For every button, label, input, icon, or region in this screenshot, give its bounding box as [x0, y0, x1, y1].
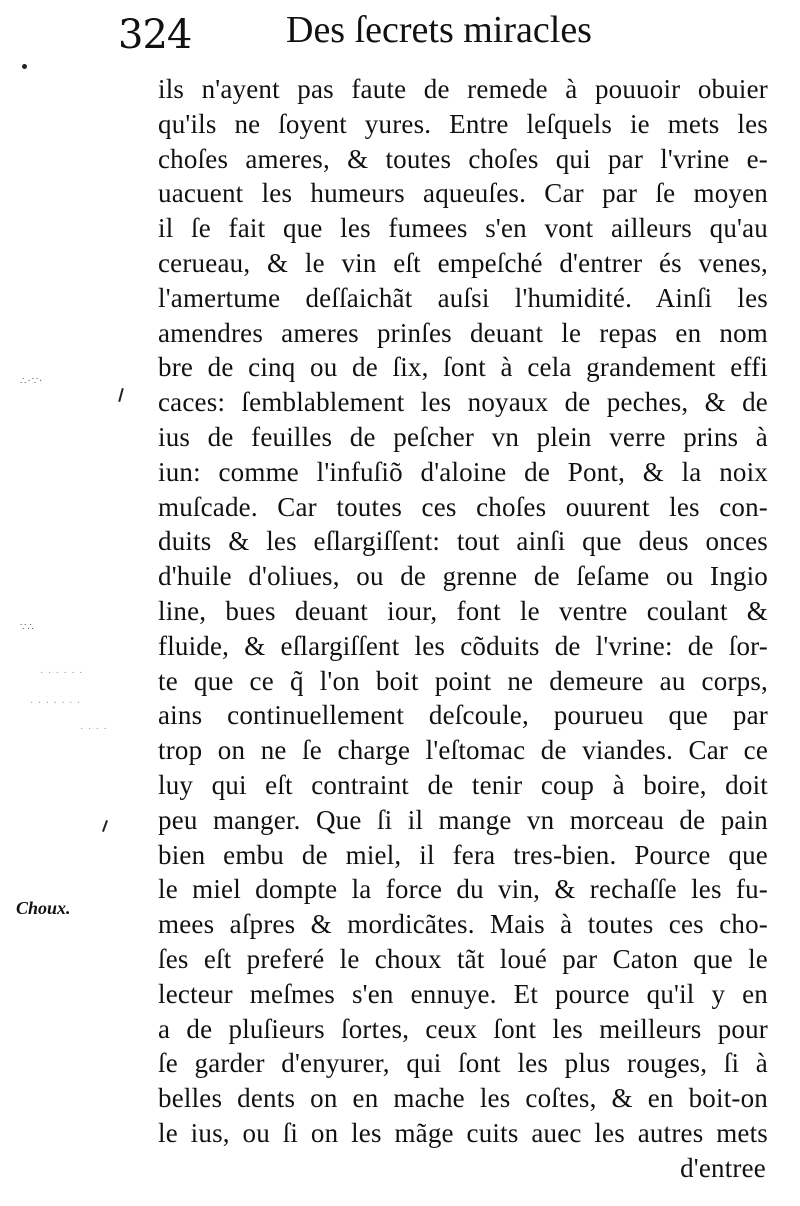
text-line: ſe garder d'enyurer, qui ſont les plus rouges, ſi à	[158, 1048, 768, 1079]
catchword: d'entree	[680, 1152, 766, 1183]
ink-speck	[22, 64, 27, 69]
text-line: trop on ne ſe charge l'eſtomac de viandes. Car ce	[158, 735, 768, 766]
text-line: line, bues deuant iour, font le ventre coulant &	[158, 595, 768, 626]
text-line: fluide, & eſlargiſſent les cõduits de l'vrine: de ſor-	[158, 630, 768, 661]
bleed-through-mark: · · · ·	[80, 724, 108, 735]
text-line: mees aſpres & mordicãtes. Mais à toutes ces cho-	[158, 909, 768, 940]
ink-speck	[118, 388, 124, 402]
ink-speck	[102, 820, 108, 832]
text-line: belles dents on en mache les coſtes, & en boit-on	[158, 1083, 768, 1114]
bleed-through-mark: · · · · · ·	[40, 668, 84, 679]
text-line: ius de feuilles de peſcher vn plein verre prins à	[158, 421, 768, 452]
text-line: muſcade. Car toutes ces choſes ouurent les con-	[158, 491, 768, 522]
text-line: iun: comme l'infuſiõ d'aloine de Pont, & la noix	[158, 456, 768, 487]
text-line: uacuent les humeurs aqueuſes. Car par ſe moyen	[158, 178, 768, 209]
bleed-through-mark: · · · · · · ·	[30, 698, 82, 709]
page-number: 324	[118, 12, 192, 58]
text-line: luy qui eſt contraint de tenir coup à boire, doit	[158, 769, 768, 800]
margin-note: Choux.	[16, 898, 71, 918]
text-line: cerueau, & le vin eſt empeſché d'entrer és venes,	[158, 247, 768, 278]
text-line: bien embu de miel, il fera tres-bien. Pource que	[158, 839, 768, 870]
text-line: te que ce q̃ l'on boit point ne demeure au corps,	[158, 665, 768, 696]
text-line: duits & les eſlargiſſent: tout ainſi que deus onces	[158, 526, 768, 557]
text-line: bre de cinq ou de ſix, ſont à cela grandement effi	[158, 352, 768, 383]
text-line: d'huile d'oliues, ou de grenne de ſeſame ou Ingio	[158, 561, 768, 592]
text-line: a de pluſieurs ſortes, ceux ſont les meilleurs pour	[158, 1013, 768, 1044]
page-header	[118, 8, 678, 68]
text-line: lecteur meſmes s'en ennuye. Et pource qu'il y en	[158, 978, 768, 1009]
body-text	[158, 72, 768, 1186]
text-line: qu'ils ne ſoyent yures. Entre leſquels ie mets les	[158, 108, 768, 139]
text-line: amendres ameres prinſes deuant le repas en nom	[158, 317, 768, 348]
text-line: l'amertume deſſaichãt auſsi l'humidité. Ainſi les	[158, 282, 768, 313]
text-line: ains continuellement deſcoule, pourueu que par	[158, 700, 768, 731]
text-line: caces: ſemblablement les noyaux de peches, & de	[158, 387, 768, 418]
bleed-through-mark: ∵∴	[20, 622, 35, 633]
text-line: le ius, ou ſi on les mãge cuits auec les autres mets	[158, 1117, 768, 1148]
text-line: il ſe fait que les fumees s'en vont ailleurs qu'au	[158, 213, 768, 244]
text-line: peu manger. Que ſi il mange vn morceau de pain	[158, 804, 768, 835]
text-line: ſes eſt preferé le choux tãt loué par Caton que le	[158, 943, 768, 974]
text-line: choſes ameres, & toutes choſes qui par l'vrine e-	[158, 143, 768, 174]
text-line: le miel dompte la force du vin, & rechaſſe les fu-	[158, 874, 768, 905]
text-line: ils n'ayent pas faute de remede à pouuoir obuier	[158, 74, 768, 104]
bleed-through-mark: ∴·∵·	[20, 376, 44, 387]
running-head: Des ſecrets miracles	[286, 9, 592, 51]
